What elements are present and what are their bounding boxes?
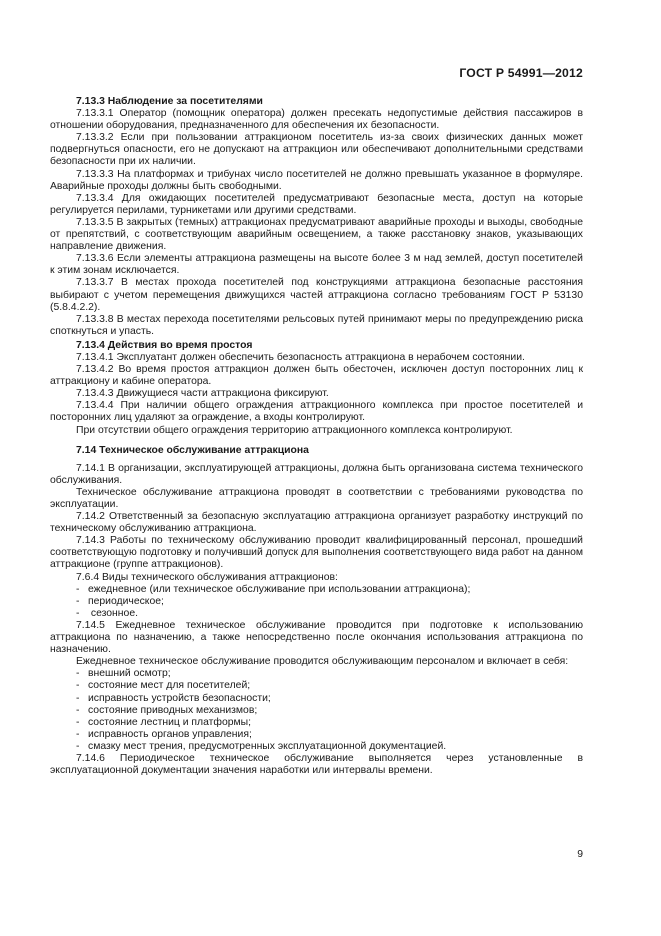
paragraph-7-13-3-2: 7.13.3.2 Если при пользовании аттракционом посетитель из-за своих физических данных может подвергнуться опасности, его не допускают на аттракцион или обеспечивают дополнительными средствами безопасности при их наличии.: [50, 132, 583, 168]
list-item: [50, 596, 583, 608]
list-item-text: исправность органов управления;: [88, 728, 252, 740]
paragraph-7-14-1: 7.14.1 В организации, эксплуатирующей аттракционы, должна быть организована система технического обслуживания.: [50, 462, 583, 486]
page-number: 9: [577, 849, 583, 860]
paragraph-7-13-3-7: 7.13.3.7 В местах прохода посетителей под конструкциями аттракциона безопасные расстояния выбирают с учетом перемещения движущихся частей аттракциона согласно требованиям ГОСТ Р 53130 (5.8.4.2.2).: [50, 277, 583, 313]
paragraph-7-14-3: 7.14.3 Работы по техническому обслуживанию проводит квалифицированный персонал, прошедший соответствующую подготовку и получивший допуск для выполнения соответствующего вида работ на данном аттракционе (группе аттракционов).: [50, 535, 583, 571]
list-item: [50, 717, 583, 729]
paragraph-7-14-6: 7.14.6 Периодическое техническое обслуживание выполняется через установленные в эксплуатационной документации значения наработки или интервалы времени.: [50, 752, 583, 777]
paragraph-7-13-3-1: 7.13.3.1 Оператор (помощник оператора) должен пресекать недопустимые действия пассажиров в отношении оборудования, предназначенного для обеспечения их безопасности.: [50, 108, 583, 132]
list-dash: -: [76, 704, 80, 716]
list-item: [50, 608, 583, 620]
list-dash: -: [76, 716, 80, 728]
paragraph-7-13-3-3: 7.13.3.3 На платформах и трибунах число посетителей не должно превышать указанное в формуляре. Аварийные проходы должны быть свободными.: [50, 168, 583, 192]
section-heading-7-14: 7.14 Техническое обслуживание аттракциона: [76, 444, 309, 456]
section-heading-7-13-3: 7.13.3 Наблюдение за посетителями: [76, 96, 263, 107]
list-dash: -: [76, 740, 80, 752]
standard-header: ГОСТ Р 54991—2012: [459, 66, 583, 80]
list-dash: -: [76, 595, 80, 607]
paragraph-maintenance-manual: Техническое обслуживание аттракциона проводят в соответствии с требованиями руководства по эксплуатации.: [50, 486, 583, 510]
list-item: [50, 693, 583, 705]
list-dash: -: [76, 680, 80, 692]
paragraph-7-13-3-6: 7.13.3.6 Если элементы аттракциона размещены на высоте более 3 м над землей, доступ посетителей к этим зонам исключается.: [50, 253, 583, 277]
list-item-text: исправность устройств безопасности;: [88, 692, 271, 704]
list-item: [50, 680, 583, 692]
paragraph-7-13-4-4: 7.13.4.4 При наличии общего ограждения аттракционного комплекса при простое посетителей и посторонних лиц удаляют за ограждение, а входы контролируют.: [50, 400, 583, 424]
list-dash: -: [76, 668, 80, 680]
paragraph-7-13-4-1: 7.13.4.1 Эксплуатант должен обеспечить безопасность аттракциона в нерабочем состоянии.: [76, 351, 525, 363]
list-item: [50, 584, 583, 596]
paragraph-7-14-2: 7.14.2 Ответственный за безопасную эксплуатацию аттракциона организует разработку инструкций по техническому обслуживанию аттракциона.: [50, 511, 583, 535]
list-item-text: состояние мест для посетителей;: [88, 680, 251, 692]
document-body: [50, 94, 583, 777]
paragraph-daily-maintenance: Ежедневное техническое обслуживание проводится обслуживающим персоналом и включает в себя:: [76, 656, 569, 668]
list-item-text: смазку мест трения, предусмотренных эксплуатационной документацией.: [88, 740, 447, 752]
list-item: [50, 705, 583, 717]
list-dash: -: [76, 607, 80, 619]
list-item: [50, 668, 583, 680]
list-item: [50, 741, 583, 753]
list-item-text: внешний осмотр;: [88, 668, 171, 680]
paragraph-7-13-3-8: 7.13.3.8 В местах перехода посетителями рельсовых путей принимают меры по предупреждению риска споткнуться и упасть.: [50, 313, 583, 337]
list-item-text: сезонное.: [88, 607, 138, 619]
paragraph-7-13-3-5: 7.13.3.5 В закрытых (темных) аттракционах предусматривают аварийные проходы и выходы, свободные от препятствий, с соответствующим аварийным освещением, а также расстановку знаков, указывающих направление движения.: [50, 216, 583, 253]
section-heading-7-13-4: 7.13.4 Действия во время простоя: [76, 339, 253, 351]
list-item-text: состояние лестниц и платформы;: [88, 716, 252, 728]
list-item: [50, 729, 583, 741]
list-dash: -: [76, 692, 80, 704]
paragraph-7-13-4-2: 7.13.4.2 Во время простоя аттракцион должен быть обесточен, исключен доступ посторонних лиц к аттракциону и кабине оператора.: [50, 364, 583, 388]
list-item-text: ежедневное (или техническое обслуживание при использовании аттракциона);: [88, 583, 471, 595]
paragraph-7-13-4-3: 7.13.4.3 Движущиеся части аттракциона фиксируют.: [76, 388, 329, 400]
paragraph-7-13-3-4: 7.13.3.4 Для ожидающих посетителей предусматривают безопасные места, доступ на которые регулируется перилами, турникетами или другими средствами.: [50, 192, 583, 216]
list-dash: -: [76, 583, 80, 595]
paragraph-no-fence: При отсутствии общего ограждения территорию аттракционного комплекса контролируют.: [76, 424, 513, 436]
paragraph-7-14-5: 7.14.5 Ежедневное техническое обслуживание проводится при подготовке к использованию аттракциона по назначению, а также непосредственно после окончания использования аттракциона по назначению.: [50, 619, 583, 656]
list-item-text: состояние приводных механизмов;: [88, 704, 258, 716]
list-dash: -: [76, 728, 80, 740]
paragraph-7-6-4: 7.6.4 Виды технического обслуживания аттракционов:: [76, 571, 338, 583]
list-item-text: периодическое;: [88, 595, 164, 607]
